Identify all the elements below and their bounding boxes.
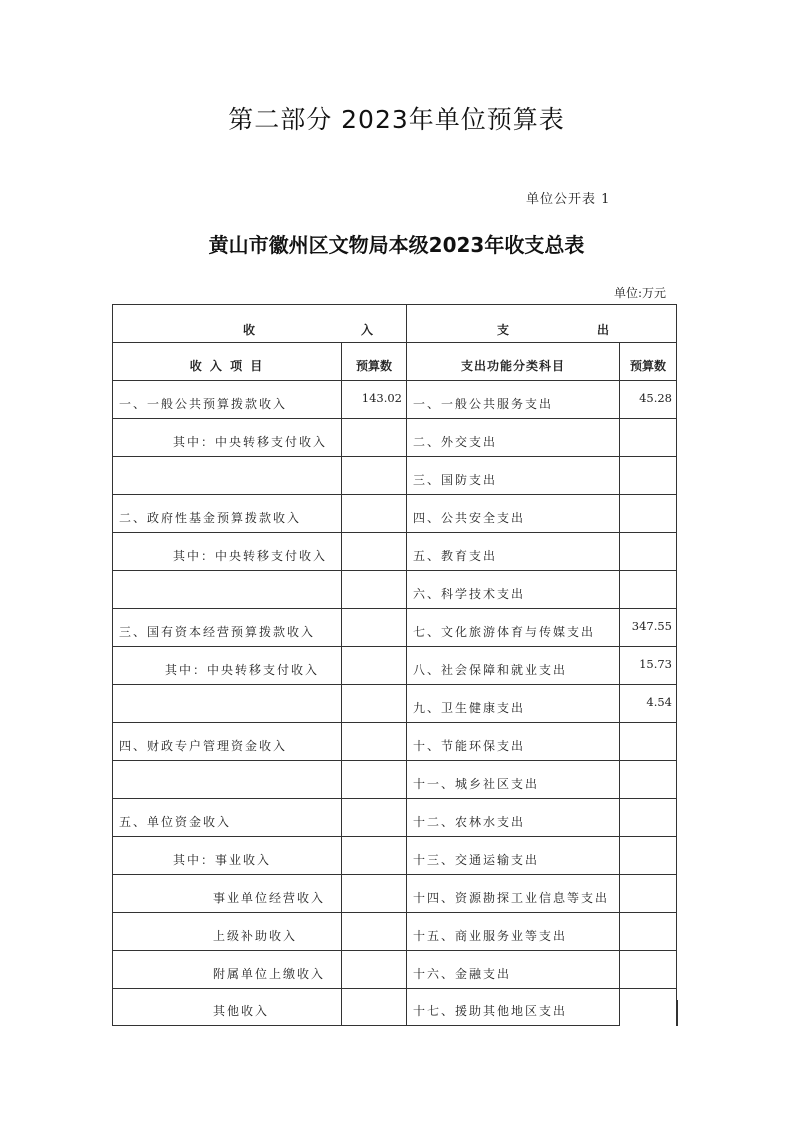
expense-item-label: 十、节能环保支出 <box>413 739 526 753</box>
expense-item-cell <box>406 494 619 532</box>
expense-amount-value: 45.28 <box>639 391 672 405</box>
income-amount-cell <box>341 722 406 760</box>
expense-item-cell <box>406 456 619 494</box>
income-item-label: 二、政府性基金预算拨款收入 <box>119 511 302 525</box>
income-item-cell <box>112 722 341 760</box>
expense-amount-cell <box>619 532 677 570</box>
expense-item-cell <box>406 912 619 950</box>
expense-item-cell <box>406 836 619 874</box>
income-item-label: 其中：中央转移支付收入 <box>173 435 328 449</box>
expense-amount-cell <box>619 760 677 798</box>
expense-item-label: 七、文化旅游体育与传媒支出 <box>413 625 596 639</box>
income-item-cell <box>112 608 341 646</box>
income-amount-cell <box>341 912 406 950</box>
income-item-label: 其中：中央转移支付收入 <box>173 549 328 563</box>
expense-item-cell <box>406 798 619 836</box>
income-item-label: 附属单位上缴收入 <box>213 967 326 981</box>
expense-item-cell <box>406 418 619 456</box>
expense-item-label: 十七、援助其他地区支出 <box>413 1004 568 1018</box>
expense-amount-value: 347.55 <box>631 619 672 633</box>
expense-amount-cell <box>619 418 677 456</box>
income-amount-cell <box>341 570 406 608</box>
expense-item-cell <box>406 874 619 912</box>
table-number: 单位公开表 1 <box>526 192 611 207</box>
income-item-label: 其中：事业收入 <box>173 853 272 867</box>
expense-amount-cell <box>619 836 677 874</box>
income-amount-cell <box>341 380 406 418</box>
income-amount-cell <box>341 836 406 874</box>
expense-amount-cell <box>619 950 677 988</box>
income-item-label: 事业单位经营收入 <box>213 891 326 905</box>
income-item-cell <box>112 988 341 1026</box>
income-item-label: 上级补助收入 <box>213 929 298 943</box>
table-title: 黄山市徽州区文物局本级2023年收支总表 <box>208 233 585 257</box>
income-amount-cell <box>341 684 406 722</box>
unit-label: 单位:万元 <box>614 286 667 300</box>
expense-item-label: 五、教育支出 <box>413 549 498 563</box>
income-item-cell <box>112 760 341 798</box>
income-amount-value: 143.02 <box>361 391 402 405</box>
income-amount-cell <box>341 608 406 646</box>
expense-amount-cell <box>619 798 677 836</box>
expense-amount-cell <box>619 874 677 912</box>
income-item-label: 五、单位资金收入 <box>119 815 232 829</box>
column-header-expense-item: 支出功能分类科目 <box>406 342 619 380</box>
income-item-label: 四、财政专户管理资金收入 <box>119 739 288 753</box>
expense-item-cell <box>406 646 619 684</box>
column-header-income-amount: 预算数 <box>341 342 406 380</box>
income-item-cell <box>112 380 341 418</box>
continuation-line <box>677 1000 678 1026</box>
income-item-label: 三、国有资本经营预算拨款收入 <box>119 625 316 639</box>
income-item-cell <box>112 950 341 988</box>
column-header-income-item: 收 入 项 目 <box>112 342 341 380</box>
expense-item-label: 十一、城乡社区支出 <box>413 777 540 791</box>
expense-amount-cell <box>619 380 677 418</box>
expense-amount-cell <box>619 456 677 494</box>
income-amount-cell <box>341 532 406 570</box>
income-item-cell <box>112 684 341 722</box>
income-item-cell <box>112 494 341 532</box>
expense-amount-cell <box>619 646 677 684</box>
expense-amount-cell <box>619 684 677 722</box>
income-group-label-left: 收 <box>243 323 258 337</box>
income-item-cell <box>112 836 341 874</box>
income-amount-cell <box>341 494 406 532</box>
income-amount-cell <box>341 874 406 912</box>
expense-item-cell <box>406 608 619 646</box>
income-item-label: 其他收入 <box>213 1004 270 1018</box>
income-item-cell <box>112 646 341 684</box>
expense-item-cell <box>406 722 619 760</box>
income-amount-cell <box>341 988 406 1026</box>
income-item-cell <box>112 456 341 494</box>
expense-amount-cell <box>619 722 677 760</box>
income-item-cell <box>112 532 341 570</box>
expense-item-label: 一、一般公共服务支出 <box>413 397 554 411</box>
expense-amount-value: 4.54 <box>646 695 672 709</box>
expense-item-label: 四、公共安全支出 <box>413 511 526 525</box>
income-group-label-right: 入 <box>361 323 376 337</box>
expense-group-label-left: 支 <box>497 323 512 337</box>
expense-item-label: 九、卫生健康支出 <box>413 701 526 715</box>
expense-item-label: 十五、商业服务业等支出 <box>413 929 568 943</box>
income-amount-cell <box>341 456 406 494</box>
expense-item-label: 二、外交支出 <box>413 435 498 449</box>
expense-item-cell <box>406 950 619 988</box>
expense-item-cell <box>406 684 619 722</box>
expense-amount-value: 15.73 <box>639 657 672 671</box>
income-item-cell <box>112 570 341 608</box>
expense-item-label: 三、国防支出 <box>413 473 498 487</box>
expense-group-label-right: 出 <box>597 323 612 337</box>
expense-item-label: 六、科学技术支出 <box>413 587 526 601</box>
column-header-expense-amount: 预算数 <box>619 342 677 380</box>
income-amount-cell <box>341 760 406 798</box>
part-title: 第二部分 2023年单位预算表 <box>228 105 565 134</box>
income-amount-cell <box>341 646 406 684</box>
expense-item-label: 十四、资源勘探工业信息等支出 <box>413 891 610 905</box>
expense-item-cell <box>406 988 619 1026</box>
expense-item-label: 八、社会保障和就业支出 <box>413 663 568 677</box>
expense-amount-cell <box>619 608 677 646</box>
income-amount-cell <box>341 418 406 456</box>
expense-item-cell <box>406 570 619 608</box>
income-item-cell <box>112 912 341 950</box>
budget-summary-table <box>112 304 677 1026</box>
income-item-cell <box>112 418 341 456</box>
expense-amount-cell <box>619 570 677 608</box>
income-amount-cell <box>341 950 406 988</box>
income-item-label: 其中：中央转移支付收入 <box>165 663 320 677</box>
expense-amount-cell <box>619 988 677 1026</box>
income-item-cell <box>112 874 341 912</box>
income-item-label: 一、一般公共预算拨款收入 <box>119 397 288 411</box>
expense-amount-cell <box>619 494 677 532</box>
income-group-header <box>112 304 406 342</box>
expense-item-cell <box>406 380 619 418</box>
income-amount-cell <box>341 798 406 836</box>
income-item-cell <box>112 798 341 836</box>
expense-item-cell <box>406 532 619 570</box>
expense-group-header <box>406 304 677 342</box>
expense-item-label: 十二、农林水支出 <box>413 815 526 829</box>
expense-item-label: 十六、金融支出 <box>413 967 512 981</box>
expense-item-label: 十三、交通运输支出 <box>413 853 540 867</box>
expense-amount-cell <box>619 912 677 950</box>
expense-item-cell <box>406 760 619 798</box>
